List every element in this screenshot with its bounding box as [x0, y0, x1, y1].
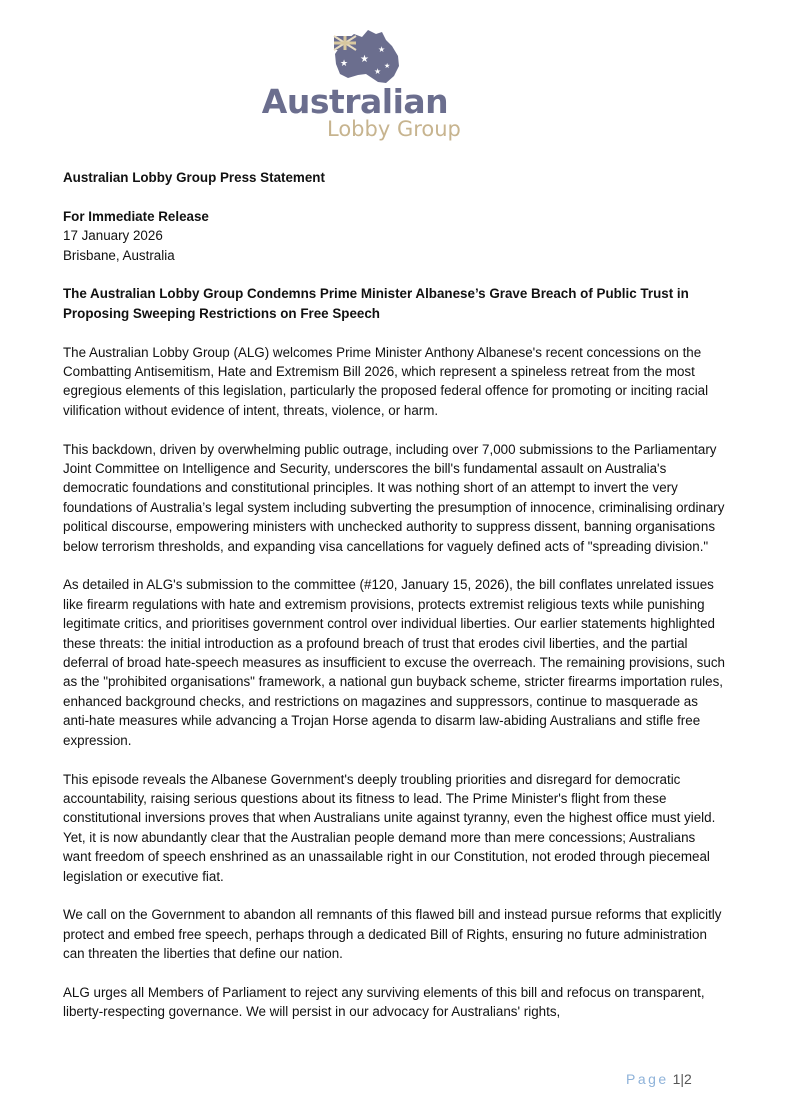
press-release-body: [63, 168, 727, 1041]
release-date: 17 January 2026: [63, 228, 163, 244]
paragraph: This backdown, driven by overwhelming public outrage, including over 7,000 submissions to the Parliamentary Joint Committee on Intelligence and Security, underscores the bill's fundamental assault on Australia's democratic foundations and constitutional principles. It was nothing short of an attempt to invert the very foundations of Australia’s legal system including subverting the presumption of innocence, criminalising ordinary political discourse, empowering ministers with unchecked authority to suppress dissent, banning organisations below terrorism thresholds, and expanding visa cancellations for vaguely defined acts of "spreading division.": [63, 441, 725, 554]
australia-map-icon: [332, 28, 402, 86]
statement-title: The Australian Lobby Group Condemns Prime Minister Albanese’s Grave Breach of Public Trust in Proposing Sweeping Restrictions on Free Speech: [63, 286, 689, 321]
logo-wordmark-secondary: Lobby Group: [327, 117, 461, 141]
paragraph: As detailed in ALG's submission to the committee (#120, January 15, 2026), the bill conflates unrelated issues like firearm regulations with hate and extremism provisions, protects extremist religious texts while punishing legitimate critics, and prioritises government control over individual liberties. Our earlier statements highlighted these threats: the initial introduction as a profound breach of trust that erodes civil liberties, and the partial deferral of broad hate-speech measures as insufficient to excuse the overreach. The remaining provisions, such as the "prohibited organisations" framework, a national gun buyback scheme, stricter firearms importation rules, enhanced background checks, and restrictions on magazines and suppressors, continue to masquerade as anti-hate measures while advancing a Trojan Horse agenda to disarm law-abiding Australians and stifle free expression.: [63, 577, 725, 748]
paragraph: This episode reveals the Albanese Government's deeply troubling priorities and disregard for democratic accountability, raising serious questions about its fitness to lead. The Prime Minister's flight from these constitutional inversions proves that when Australians unite against tyranny, even the highest office must yield. Yet, it is now abundantly clear that the Australian people demand more than mere concessions; Australians want freedom of speech enshrined as an unassailable right in our Constitution, not eroded through piecemeal legislation or executive fiat.: [63, 771, 716, 884]
paragraph: ALG urges all Members of Parliament to reject any surviving elements of this bill and refocus on transparent, liberty-respecting governance. We will persist in our advocacy for Australians' rights,: [63, 984, 705, 1020]
svg-text:★: ★: [340, 59, 349, 69]
svg-text:★: ★: [384, 62, 391, 70]
release-location: Brisbane, Australia: [63, 247, 175, 263]
svg-text:★: ★: [378, 45, 386, 54]
page-label: Page: [626, 1071, 669, 1087]
logo-wordmark-primary: Australian: [261, 82, 449, 121]
page-separator: |: [680, 1071, 685, 1087]
page-number: [626, 1071, 692, 1087]
svg-text:★: ★: [360, 54, 369, 65]
page-current: 1: [672, 1071, 681, 1087]
document-heading: Australian Lobby Group Press Statement: [63, 170, 325, 185]
page-total: 2: [684, 1071, 692, 1087]
paragraph: We call on the Government to abandon all remnants of this flawed bill and instead pursue reforms that explicitly protect and embed free speech, perhaps through a dedicated Bill of Rights, ensuring no future administration can threaten the liberties that define our nation.: [63, 907, 722, 962]
paragraph: The Australian Lobby Group (ALG) welcomes Prime Minister Anthony Albanese's recent concessions on the Combatting Antisemitism, Hate and Extremism Bill 2026, which represent a spineless retreat from the most egregious elements of this legislation, particularly the proposed federal offence for promoting or inciting racial vilification without evidence of intent, threats, violence, or harm.: [63, 344, 709, 418]
release-label: For Immediate Release: [63, 208, 209, 224]
svg-text:★: ★: [374, 67, 382, 76]
logo: [255, 28, 465, 146]
